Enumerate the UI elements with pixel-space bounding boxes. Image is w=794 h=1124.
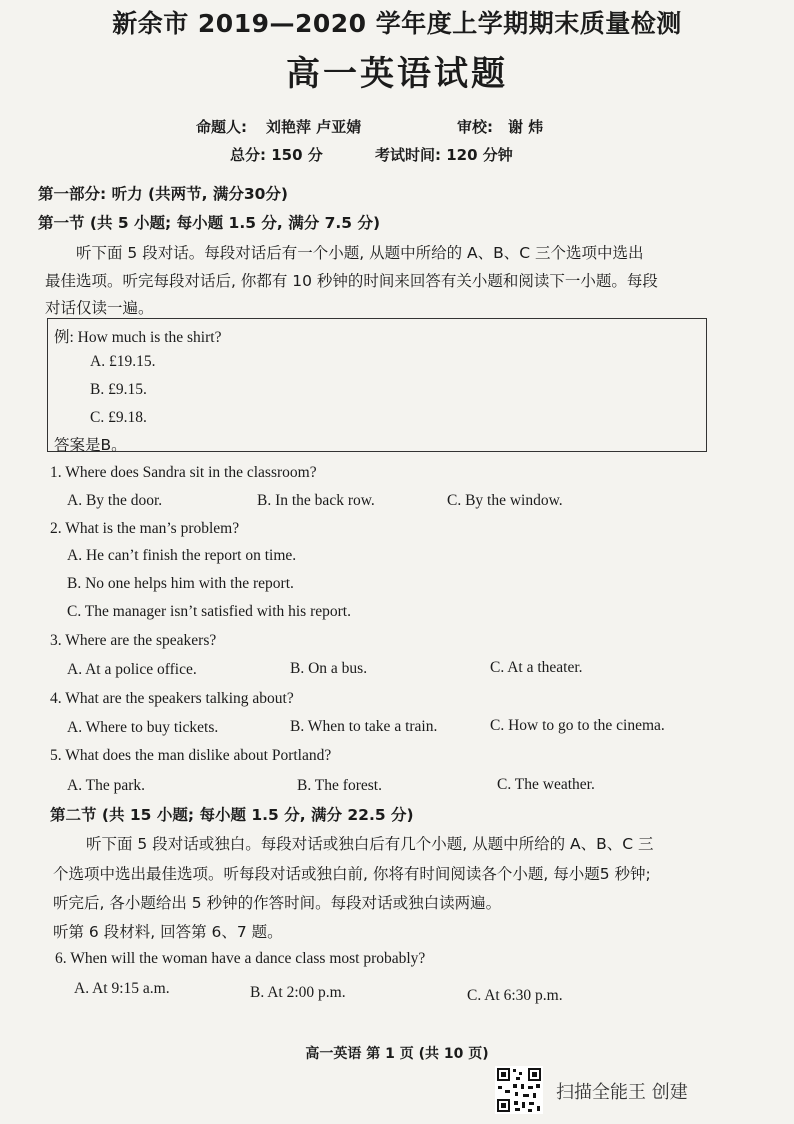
authors-label: 命题人:	[196, 118, 247, 136]
example-option-a: A. £19.15.	[90, 353, 156, 370]
section2-heading: 第二节 (共 15 小题; 每小题 1.5 分, 满分 22.5 分)	[50, 806, 414, 824]
section2-instructions-line3: 听完后, 各小题给出 5 秒钟的作答时间。每段对话或独白读两遍。	[53, 894, 502, 912]
question-1: 1. Where does Sandra sit in the classroom?	[50, 464, 317, 481]
section1-instructions-line3: 对话仅读一遍。	[45, 299, 154, 317]
q5-option-b: B. The forest.	[297, 777, 382, 794]
q2-option-b: B. No one helps him with the report.	[67, 575, 294, 592]
exam-title: 新余市 2019—2020 学年度上学期期末质量检测	[112, 9, 682, 38]
section1-instructions-line1: 听下面 5 段对话。每段对话后有一个小题, 从题中所给的 A、B、C 三个选项中选出	[76, 244, 644, 262]
q2-option-a: A. He can’t finish the report on time.	[67, 547, 297, 564]
question-3: 3. Where are the speakers?	[50, 632, 217, 649]
question-4: 4. What are the speakers talking about?	[50, 690, 294, 707]
authors: 刘艳萍 卢亚婧	[266, 118, 362, 136]
q3-option-c: C. At a theater.	[490, 659, 583, 676]
q4-option-b: B. When to take a train.	[290, 718, 438, 735]
section1-instructions-line2: 最佳选项。听完每段对话后, 你都有 10 秒钟的时间来回答有关小题和阅读下一小题。每段	[45, 272, 658, 290]
exam-time: 考试时间: 120 分钟	[375, 146, 513, 164]
q1-option-c: C. By the window.	[447, 492, 563, 509]
q2-option-c: C. The manager isn’t satisfied with his report.	[67, 603, 351, 620]
example-answer: 答案是B。	[54, 436, 127, 454]
total-score: 总分: 150 分	[230, 146, 323, 164]
section1-heading: 第一节 (共 5 小题; 每小题 1.5 分, 满分 7.5 分)	[38, 214, 381, 232]
q5-option-c: C. The weather.	[497, 776, 595, 793]
question-5: 5. What does the man dislike about Portland?	[50, 747, 332, 764]
q3-option-b: B. On a bus.	[290, 660, 368, 677]
example-question: 例: How much is the shirt?	[54, 329, 222, 346]
example-option-c: C. £9.18.	[90, 409, 147, 426]
section2-instructions-line2: 个选项中选出最佳选项。听每段对话或独白前, 你将有时间阅读各个小题, 每小题5 秒钟;	[53, 865, 651, 883]
question-6: 6. When will the woman have a dance class most probably?	[55, 950, 426, 967]
q6-option-c: C. At 6:30 p.m.	[467, 987, 563, 1004]
reviewer: 谢 炜	[508, 118, 544, 136]
q4-option-a: A. Where to buy tickets.	[67, 719, 219, 736]
page-footer: 高一英语 第 1 页 (共 10 页)	[305, 1046, 489, 1062]
q1-option-a: A. By the door.	[67, 492, 163, 509]
q1-option-b: B. In the back row.	[257, 492, 375, 509]
q4-option-c: C. How to go to the cinema.	[490, 717, 665, 734]
scanner-watermark: 扫描全能王 创建	[556, 1082, 688, 1103]
q6-option-a: A. At 9:15 a.m.	[74, 980, 170, 997]
material-note: 听第 6 段材料, 回答第 6、7 题。	[53, 923, 283, 941]
q6-option-b: B. At 2:00 p.m.	[250, 984, 346, 1001]
q3-option-a: A. At a police office.	[67, 661, 197, 678]
subject-title: 高一英语试题	[286, 54, 508, 94]
part1-heading: 第一部分: 听力 (共两节, 满分30分)	[38, 185, 289, 203]
question-2: 2. What is the man’s problem?	[50, 520, 240, 537]
qr-code-icon	[495, 1066, 543, 1114]
reviewer-label: 审校:	[457, 118, 493, 136]
example-option-b: B. £9.15.	[90, 381, 147, 398]
q5-option-a: A. The park.	[67, 777, 146, 794]
section2-instructions-line1: 听下面 5 段对话或独白。每段对话或独白后有几个小题, 从题中所给的 A、B、C 三	[86, 835, 654, 853]
